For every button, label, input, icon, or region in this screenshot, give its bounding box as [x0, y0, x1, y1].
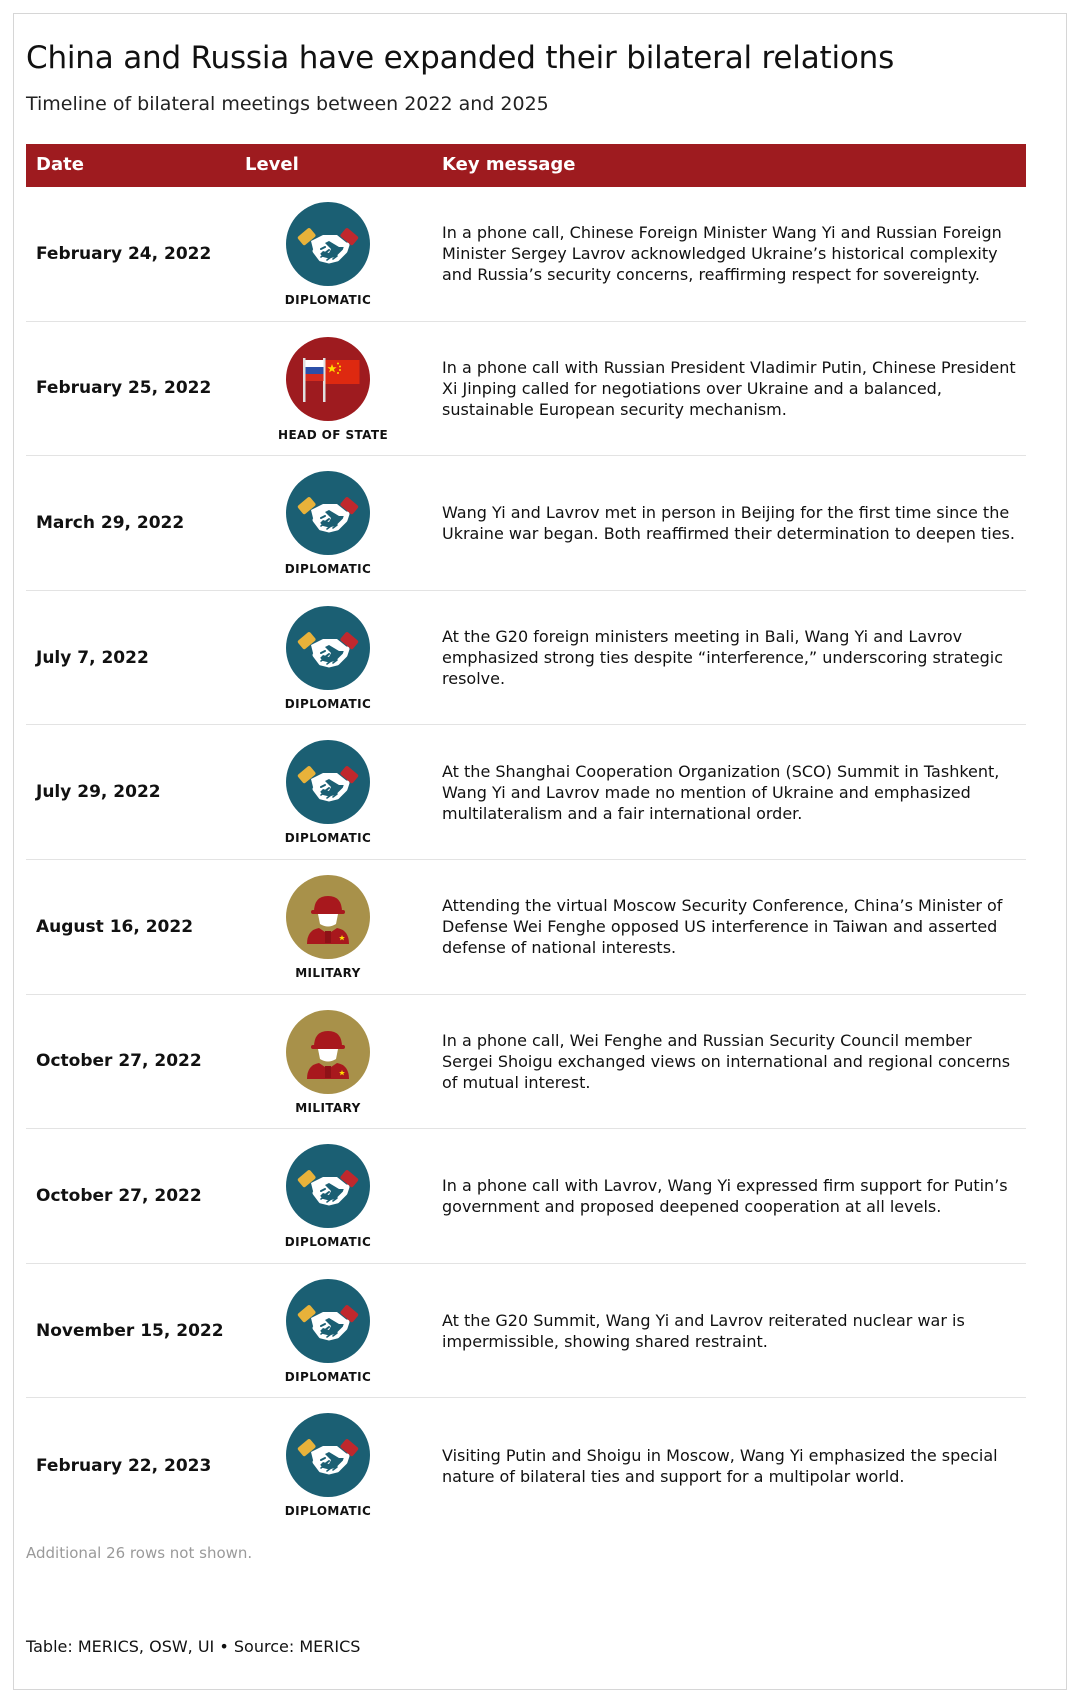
- level-label: DIPLOMATIC: [284, 562, 372, 577]
- level-label: DIPLOMATIC: [284, 696, 372, 711]
- row-date: February 25, 2022: [36, 378, 212, 399]
- rows-not-shown-note: Additional 26 rows not shown.: [26, 1544, 253, 1562]
- page-title: China and Russia have expanded their bilateral relations: [26, 40, 895, 76]
- level-label: DIPLOMATIC: [284, 1235, 372, 1250]
- level-label: DIPLOMATIC: [284, 1369, 372, 1384]
- table-body: [26, 187, 1026, 1533]
- row-level: [278, 605, 378, 715]
- row-date: July 29, 2022: [36, 782, 161, 803]
- row-level: [278, 739, 378, 849]
- row-message: Visiting Putin and Shoigu in Moscow, Wang Yi emphasized the special nature of bilateral ties and support for a multipolar world.: [442, 1445, 998, 1486]
- table-header: [26, 144, 1026, 187]
- row-level: [278, 1412, 378, 1522]
- row-date: November 15, 2022: [36, 1320, 224, 1341]
- row-date: February 24, 2022: [36, 243, 212, 264]
- handshake-icon: [285, 1143, 371, 1229]
- handshake-icon: [285, 739, 371, 825]
- table-row: [26, 1129, 1026, 1264]
- handshake-icon: [285, 470, 371, 556]
- page-subtitle: Timeline of bilateral meetings between 2022 and 2025: [26, 93, 549, 115]
- table-row: [26, 1264, 1026, 1399]
- column-header-message: Key message: [442, 154, 576, 175]
- row-level: [278, 470, 378, 580]
- table-row: [26, 591, 1026, 726]
- table-row: [26, 860, 1026, 995]
- row-level: [278, 1009, 378, 1119]
- handshake-icon: [285, 605, 371, 691]
- row-level: [278, 201, 378, 311]
- source-credit: Table: MERICS, OSW, UI • Source: MERICS: [26, 1637, 361, 1656]
- row-level: [278, 1143, 378, 1253]
- row-message: In a phone call with Russian President Vladimir Putin, Chinese President Xi Jinping called for negotiations over Ukraine and a balanced, sustainable European security mechanism.: [442, 357, 1016, 419]
- row-level: [278, 336, 389, 446]
- row-date: August 16, 2022: [36, 916, 194, 937]
- row-date: March 29, 2022: [36, 512, 185, 533]
- level-label: MILITARY: [295, 965, 361, 980]
- table-row: [26, 456, 1026, 591]
- flags-icon: [285, 336, 371, 422]
- row-message: In a phone call, Wei Fenghe and Russian Security Council member Sergei Shoigu exchanged views on international and regional concerns of mutual interest.: [442, 1030, 1011, 1092]
- row-level: [278, 1278, 378, 1388]
- level-label: DIPLOMATIC: [284, 831, 372, 846]
- level-label: HEAD OF STATE: [278, 427, 389, 442]
- handshake-icon: [285, 1412, 371, 1498]
- table-row: [26, 725, 1026, 860]
- row-date: February 22, 2023: [36, 1455, 212, 1476]
- table-row: [26, 322, 1026, 457]
- row-message: Attending the virtual Moscow Security Conference, China’s Minister of Defense Wei Fenghe opposed US interference in Taiwan and asserted defense of national interests.: [442, 896, 1003, 958]
- level-label: DIPLOMATIC: [284, 293, 372, 307]
- row-message: At the G20 Summit, Wang Yi and Lavrov reiterated nuclear war is impermissible, showing shared restraint.: [442, 1310, 965, 1351]
- handshake-icon: [285, 1278, 371, 1364]
- row-date: October 27, 2022: [36, 1051, 202, 1072]
- row-message: Wang Yi and Lavrov met in person in Beijing for the first time since the Ukraine war began. Both reaffirmed their determination to deepen ties.: [442, 502, 1015, 543]
- soldier-icon: [285, 874, 371, 960]
- level-label: DIPLOMATIC: [284, 1504, 372, 1519]
- table-row: [26, 1398, 1026, 1533]
- soldier-icon: [285, 1009, 371, 1095]
- row-message: In a phone call with Lavrov, Wang Yi expressed firm support for Putin’s government and proposed deepened cooperation at all levels.: [442, 1175, 1008, 1216]
- level-label: MILITARY: [295, 1100, 361, 1115]
- row-date: July 7, 2022: [36, 647, 149, 668]
- handshake-icon: [285, 201, 371, 287]
- row-message: In a phone call, Chinese Foreign Minister Wang Yi and Russian Foreign Minister Sergey Lavrov acknowledged Ukraine’s historical complexity and Russia’s security concerns, reaffirming respect for sovereignty.: [442, 223, 1002, 285]
- column-header-level: Level: [245, 154, 299, 175]
- table-row: [26, 187, 1026, 322]
- row-message: At the Shanghai Cooperation Organization (SCO) Summit in Tashkent, Wang Yi and Lavrov made no mention of Ukraine and emphasized multilateralism and a fair international order.: [442, 761, 1000, 823]
- table-row: [26, 995, 1026, 1130]
- row-date: October 27, 2022: [36, 1185, 202, 1206]
- row-message: At the G20 foreign ministers meeting in Bali, Wang Yi and Lavrov emphasized strong ties despite “interference,” underscoring strategic resolve.: [442, 627, 1003, 689]
- column-header-date: Date: [36, 154, 84, 175]
- row-level: [278, 874, 378, 984]
